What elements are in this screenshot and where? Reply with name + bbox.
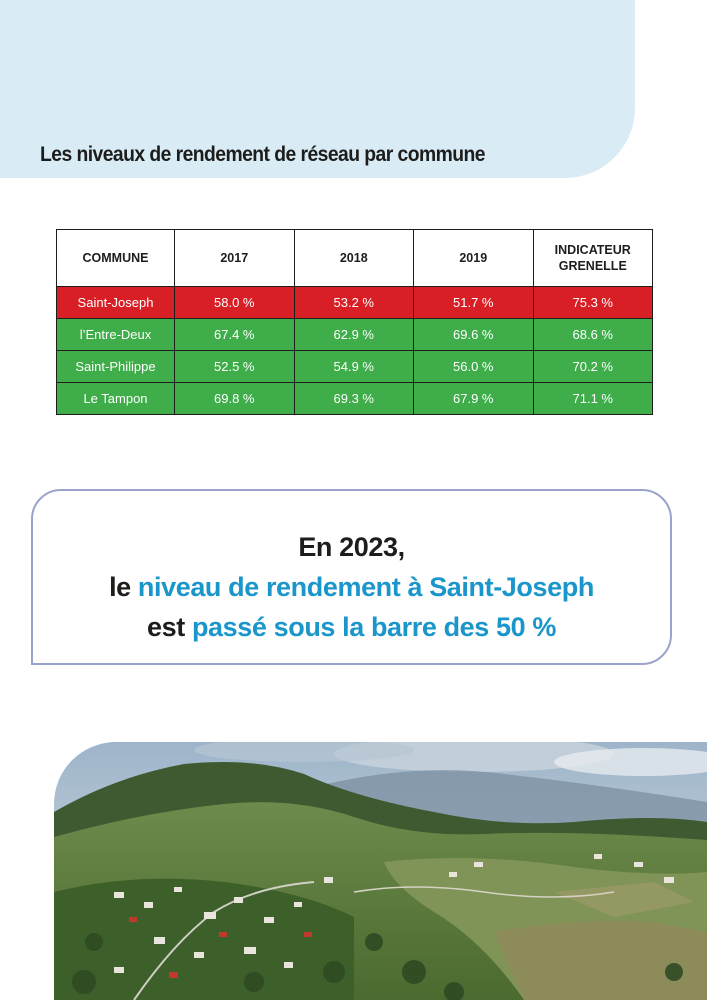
callout-line-2 xyxy=(33,567,670,607)
table-row xyxy=(57,351,653,383)
header-2017: 2017 xyxy=(175,230,295,287)
cell-2018: 62.9 % xyxy=(294,319,414,351)
header-indicateur xyxy=(533,230,653,287)
cell-2018: 53.2 % xyxy=(294,287,414,319)
callout-line-3-highlight: passé sous la barre des 50 % xyxy=(191,612,556,642)
callout-line-3 xyxy=(33,607,670,647)
cell-indicateur: 75.3 % xyxy=(533,287,653,319)
cell-2019: 69.6 % xyxy=(414,319,534,351)
cell-2017: 58.0 % xyxy=(175,287,295,319)
landscape-illustration xyxy=(54,742,707,1000)
cell-indicateur: 70.2 % xyxy=(533,351,653,383)
cell-commune: Le Tampon xyxy=(57,383,175,415)
table-header-row xyxy=(57,230,653,287)
table-row xyxy=(57,319,653,351)
cell-indicateur: 68.6 % xyxy=(533,319,653,351)
cell-2018: 54.9 % xyxy=(294,351,414,383)
cell-commune: l’Entre-Deux xyxy=(57,319,175,351)
cell-2019: 51.7 % xyxy=(414,287,534,319)
table-row xyxy=(57,383,653,415)
cell-2017: 52.5 % xyxy=(175,351,295,383)
callout-line-2-highlight: niveau de rendement à Saint-Joseph xyxy=(137,572,594,602)
callout-text xyxy=(33,527,670,647)
callout-box xyxy=(31,489,672,665)
header-indicateur-label: INDICATEUR GRENELLE xyxy=(554,243,631,273)
cell-2019: 67.9 % xyxy=(414,383,534,415)
header-2018: 2018 xyxy=(294,230,414,287)
cell-commune: Saint-Joseph xyxy=(57,287,175,319)
cell-indicateur: 71.1 % xyxy=(533,383,653,415)
callout-line-3-plain: est xyxy=(147,612,192,642)
page-title: Les niveaux de rendement de réseau par commune xyxy=(40,143,485,166)
cell-commune: Saint-Philippe xyxy=(57,351,175,383)
callout-line-1: En 2023, xyxy=(298,532,405,562)
cell-2018: 69.3 % xyxy=(294,383,414,415)
callout-line-2-plain: le xyxy=(109,572,138,602)
cell-2019: 56.0 % xyxy=(414,351,534,383)
table-row xyxy=(57,287,653,319)
aerial-landscape-photo xyxy=(54,742,707,1000)
yield-table xyxy=(56,229,653,415)
header-commune: COMMUNE xyxy=(57,230,175,287)
header-2019: 2019 xyxy=(414,230,534,287)
cell-2017: 69.8 % xyxy=(175,383,295,415)
cell-2017: 67.4 % xyxy=(175,319,295,351)
